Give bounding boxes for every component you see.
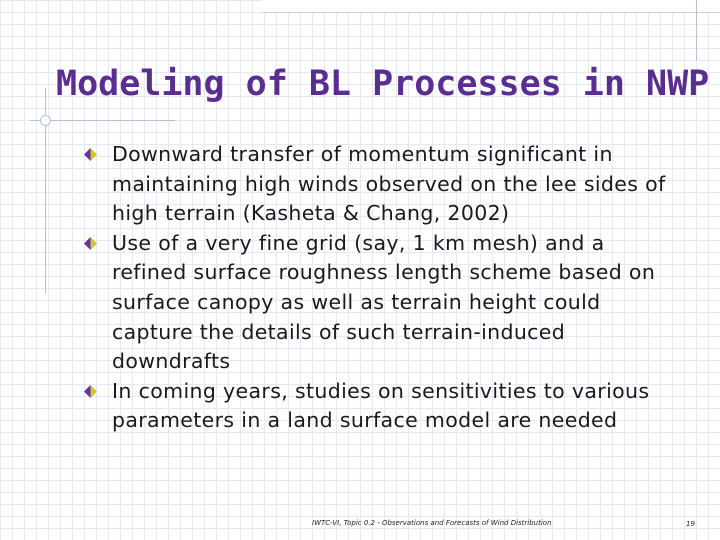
bullet-text: Downward transfer of momentum significant in maintaining high winds observed on the lee sides of high terrain (Kasheta & Chang, 2002) (112, 142, 666, 226)
decorative-circle (40, 115, 51, 126)
slide-footer: IWTC-VI, Topic 0.2 - Observations and Forecasts of Wind Distribution (312, 519, 552, 527)
right-decorative-rule (696, 0, 697, 60)
diamond-bullet-icon (84, 385, 97, 398)
bullet-item (78, 377, 678, 436)
bullet-text: In coming years, studies on sensitivities to various parameters in a land surface model are needed (112, 378, 650, 433)
diamond-bullet-icon (84, 148, 97, 161)
diamond-bullet-icon (84, 237, 97, 250)
bullet-text: Use of a very fine grid (say, 1 km mesh) and a refined surface roughness length scheme based on surface canopy as well as terrain height could capture the details of such terrain-induced downdrafts (112, 230, 656, 374)
bullet-item (78, 140, 678, 229)
slide-title: Modeling of BL Processes in NWP (56, 64, 710, 104)
bullet-item (78, 229, 678, 377)
page-number: 19 (686, 520, 695, 528)
top-decorative-band (262, 0, 720, 13)
title-underline-rule (30, 120, 175, 121)
bullet-list (78, 140, 678, 436)
